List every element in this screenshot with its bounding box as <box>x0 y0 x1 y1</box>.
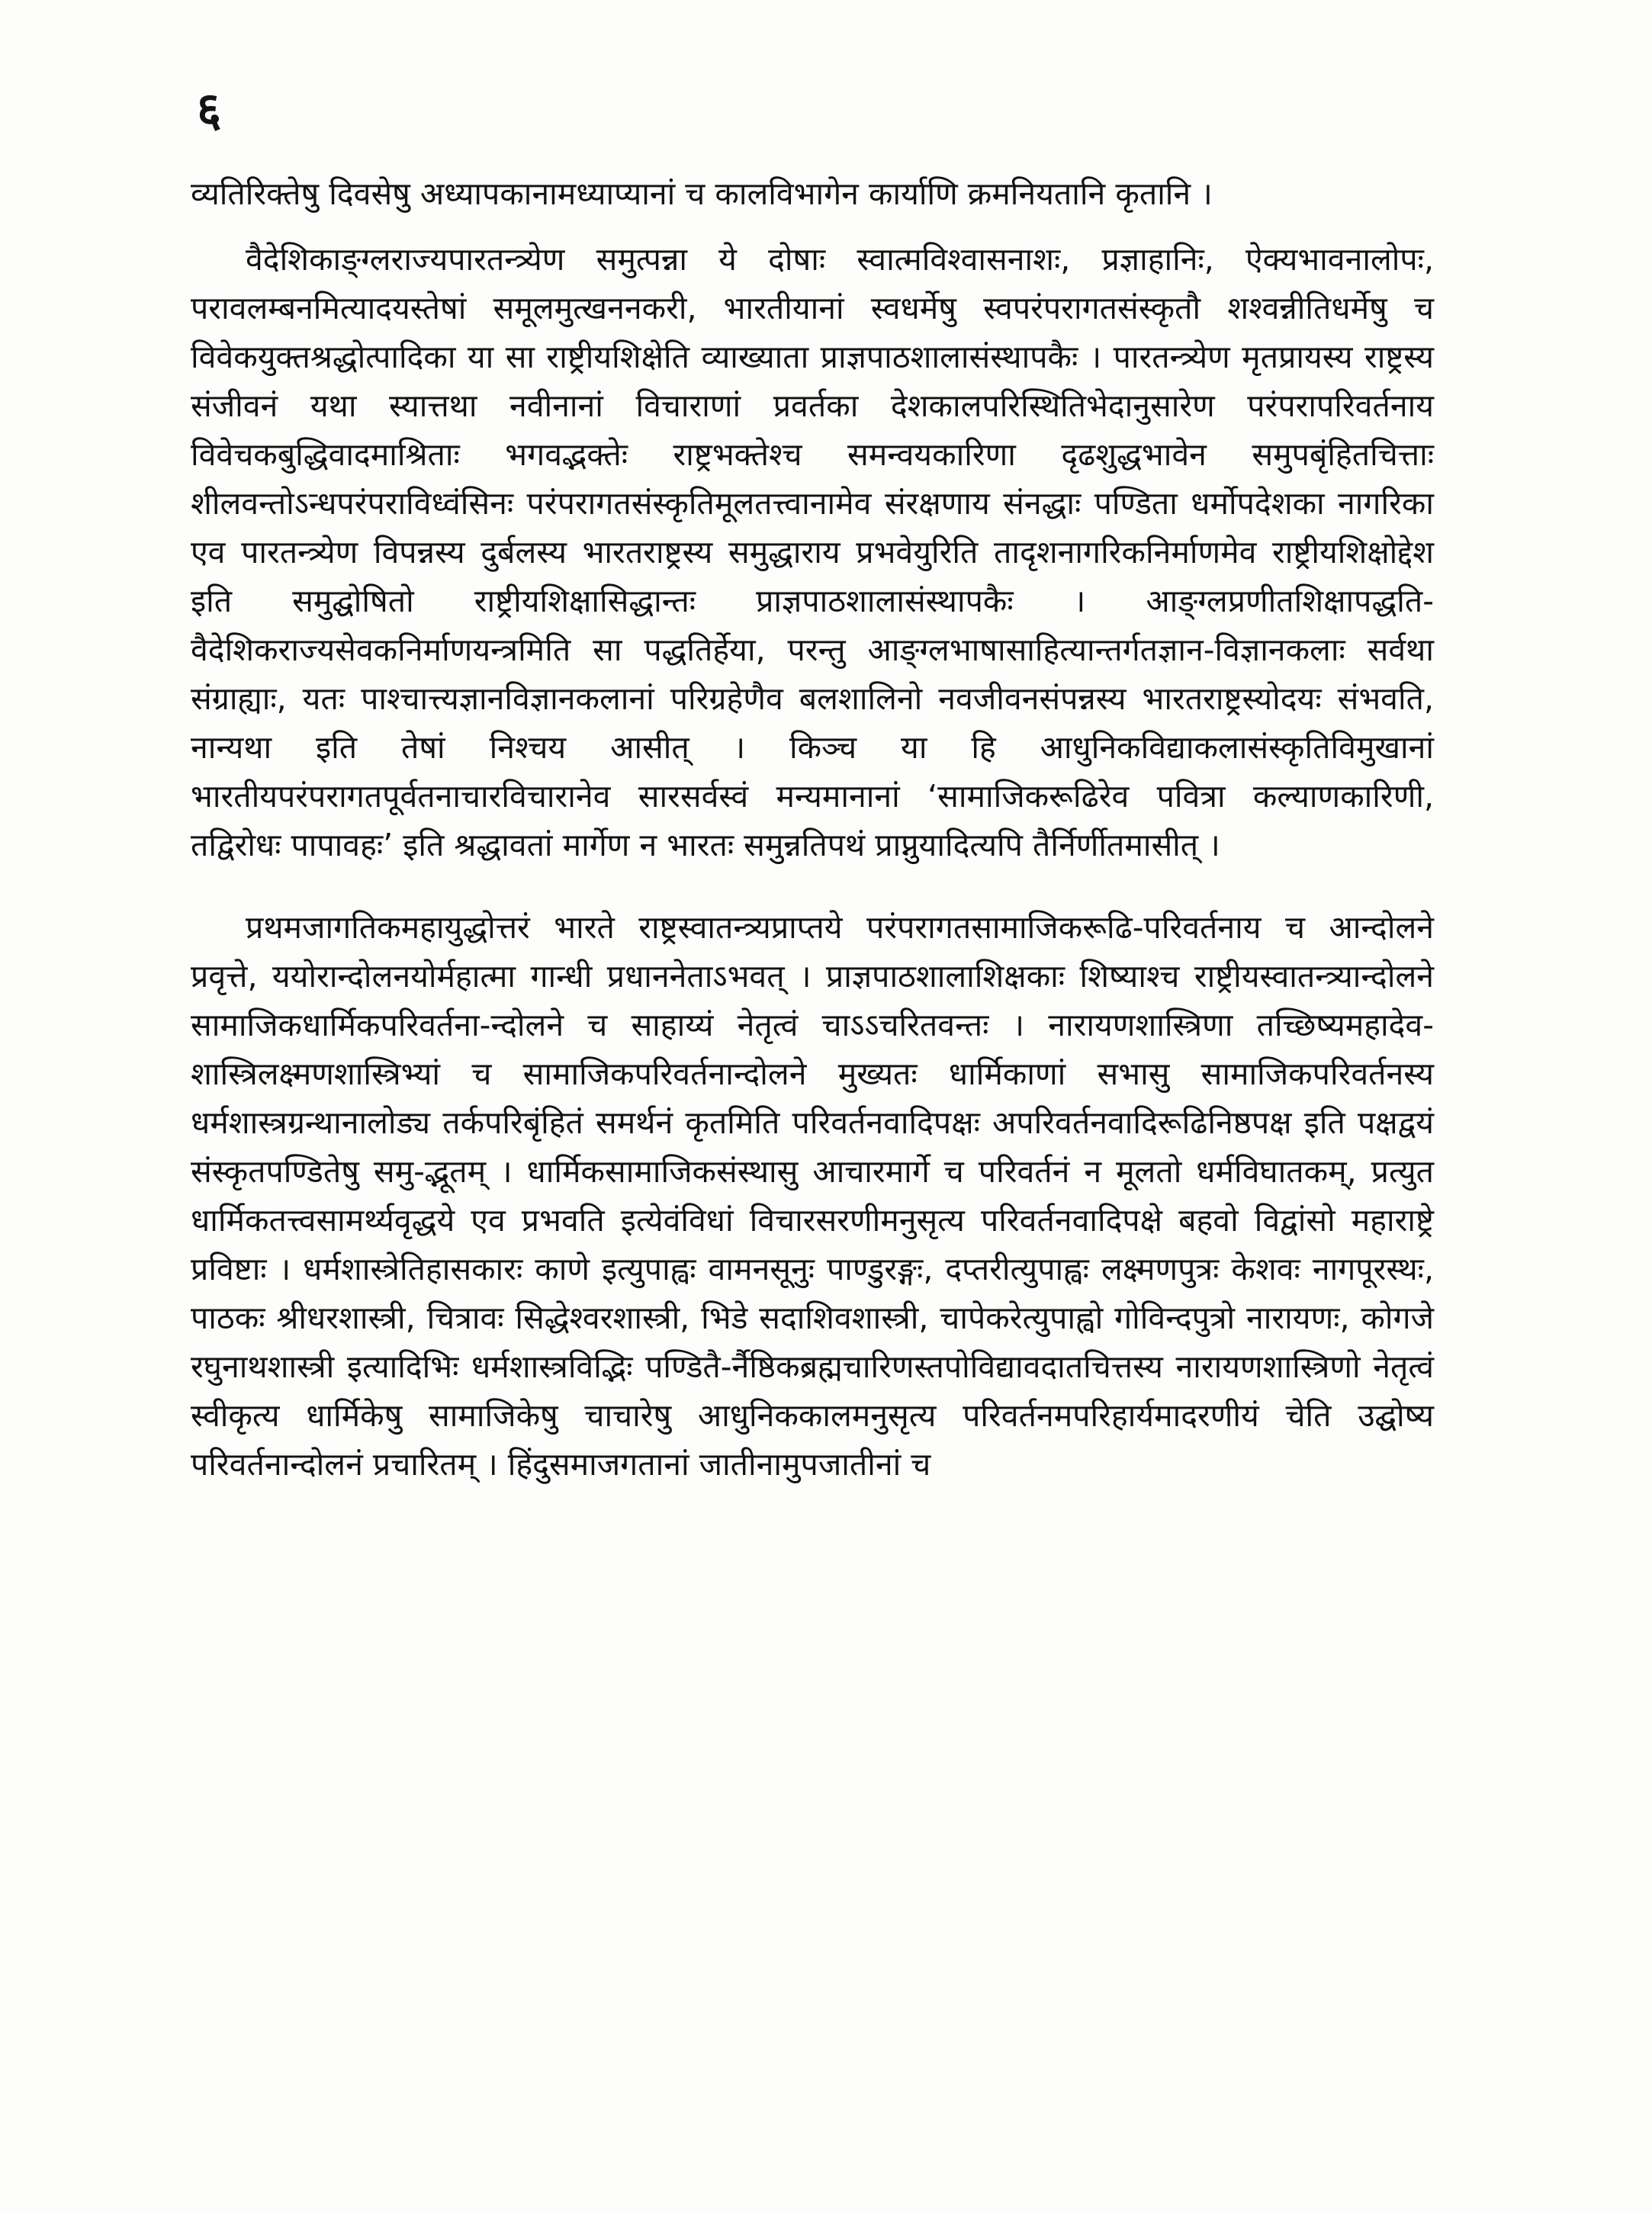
page-number: ६ <box>197 82 222 137</box>
paragraph: वैदेशिकाङ्ग्लराज्यपारतन्त्र्येण समुत्पन्ना ये दोषाः स्वात्मविश्वासनाशः, प्रज्ञाहानिः, ऐक्यभावनालोपः, परावलम्बनमित्यादयस्तेषां समूलमुत्खननकरी, भारतीयानां स्वधर्मेषु स्वपरंपरागतसंस्कृतौ शश्वन्नीतिधर्मेषु च विवेकयुक्तश्रद्धोत्पादिका या सा राष्ट्रीयशिक्षेति व्याख्याता प्राज्ञपाठशालासंस्थापकैः । पारतन्त्र्येण मृतप्रायस्य राष्ट्रस्य संजीवनं यथा स्यात्तथा नवीनानां विचाराणां प्रवर्तका देशकालपरिस्थितिभेदानुसारेण परंपरापरिवर्तनाय विवेचकबुद्धिवादमाश्रिताः भगवद्भक्तेः राष्ट्रभक्तेश्च समन्वयकारिणा दृढशुद्धभावेन समुपबृंहितचित्ताः शीलवन्तोऽन्धपरंपराविध्वंसिनः परंपरागतसंस्कृतिमूलतत्त्वानामेव संरक्षणाय संनद्धाः पण्डिता धर्मोपदेशका नागरिका एव पारतन्त्र्येण विपन्नस्य दुर्बलस्य भारतराष्ट्रस्य समुद्धाराय प्रभवेयुरिति तादृशनागरिकनिर्माणमेव राष्ट्रीयशिक्षोद्देश इति समुद्घोषितो राष्ट्रीयशिक्षासिद्धान्तः प्राज्ञपाठशालासंस्थापकैः । आङ्ग्लप्रणीतशिक्षापद्धति-वैदेशिकराज्यसेवकनिर्माणयन्त्रमिति सा पद्धतिर्हेया, परन्तु आङ्ग्लभाषासाहित्यान्तर्गतज्ञान-विज्ञानकलाः सर्वथा संग्राह्याः, यतः पाश्चात्त्यज्ञानविज्ञानकलानां परिग्रहेणैव बलशालिनो नवजीवनसंपन्नस्य भारतराष्ट्रस्योदयः संभवति, नान्यथा इति तेषां निश्चय आसीत् । किञ्च या हि आधुनिकविद्याकलासंस्कृतिविमुखानां भारतीयपरंपरागतपूर्वतनाचारविचारानेव सारसर्वस्वं मन्यमानानां ‘सामाजिकरूढिरेव पवित्रा कल्याणकारिणी, तद्विरोधः पापावहः’ इति श्रद्धावतां मार्गेण न भारतः समुन्नतिपथं प्राप्नुयादित्यपि तैर्निर्णीतमासीत् । <box>191 241 1434 863</box>
body-text <box>191 169 1434 1489</box>
paragraph: प्रथमजागतिकमहायुद्धोत्तरं भारते राष्ट्रस्वातन्त्र्यप्राप्तये परंपरागतसामाजिकरूढि-परिवर्तनाय च आन्दोलने प्रवृत्ते, ययोरान्दोलनयोर्महात्मा गान्धी प्रधाननेताऽभवत् । प्राज्ञपाठशालाशिक्षकाः शिष्याश्च राष्ट्रीयस्वातन्त्र्यान्दोलने सामाजिकधार्मिकपरिवर्तना-न्दोलने च साहाय्यं नेतृत्वं चाऽऽचरितवन्तः । नारायणशास्त्रिणा तच्छिष्यमहादेव-शास्त्रिलक्ष्मणशास्त्रिभ्यां च सामाजिकपरिवर्तनान्दोलने मुख्यतः धार्मिकाणां सभासु सामाजिकपरिवर्तनस्य धर्मशास्त्रग्रन्थानालोड्य तर्कपरिबृंहितं समर्थनं कृतमिति परिवर्तनवादिपक्षः अपरिवर्तनवादिरूढिनिष्ठपक्ष इति पक्षद्वयं संस्कृतपण्डितेषु समु-द्भूतम् । धार्मिकसामाजिकसंस्थासु आचारमार्गे च परिवर्तनं न मूलतो धर्मविघातकम्, प्रत्युत धार्मिकतत्त्वसामर्थ्यवृद्धये एव प्रभवति इत्येवंविधां विचारसरणीमनुसृत्य परिवर्तनवादिपक्षे बहवो विद्वांसो महाराष्ट्रे प्रविष्टाः । धर्मशास्त्रेतिहासकारः काणे इत्युपाह्वः वामनसूनुः पाण्डुरङ्गः, दप्तरीत्युपाह्वः लक्ष्मणपुत्रः केशवः नागपूरस्थः, पाठकः श्रीधरशास्त्री, चित्रावः सिद्धेश्वरशास्त्री, भिडे सदाशिवशास्त्री, चापेकरेत्युपाह्वो गोविन्दपुत्रो नारायणः, कोगजे रघुनाथशास्त्री इत्यादिभिः धर्मशास्त्रविद्भिः पण्डितै-र्नैष्ठिकब्रह्मचारिणस्तपोविद्यावदातचित्तस्य नारायणशास्त्रिणो नेतृत्वं स्वीकृत्य धार्मिकेषु सामाजिकेषु चाचारेषु आधुनिककालमनुसृत्य परिवर्तनमपरिहार्यमादरणीयं चेति उद्घोष्य परिवर्तनान्दोलनं प्रचारितम् । हिंदुसमाजगतानां जातीनामुपजातीनां च <box>191 909 1434 1483</box>
paragraph: व्यतिरिक्तेषु दिवसेषु अध्यापकानामध्याप्यानां च कालविभागेन कार्याणि क्रमनियतानि कृतानि । <box>191 175 1213 212</box>
